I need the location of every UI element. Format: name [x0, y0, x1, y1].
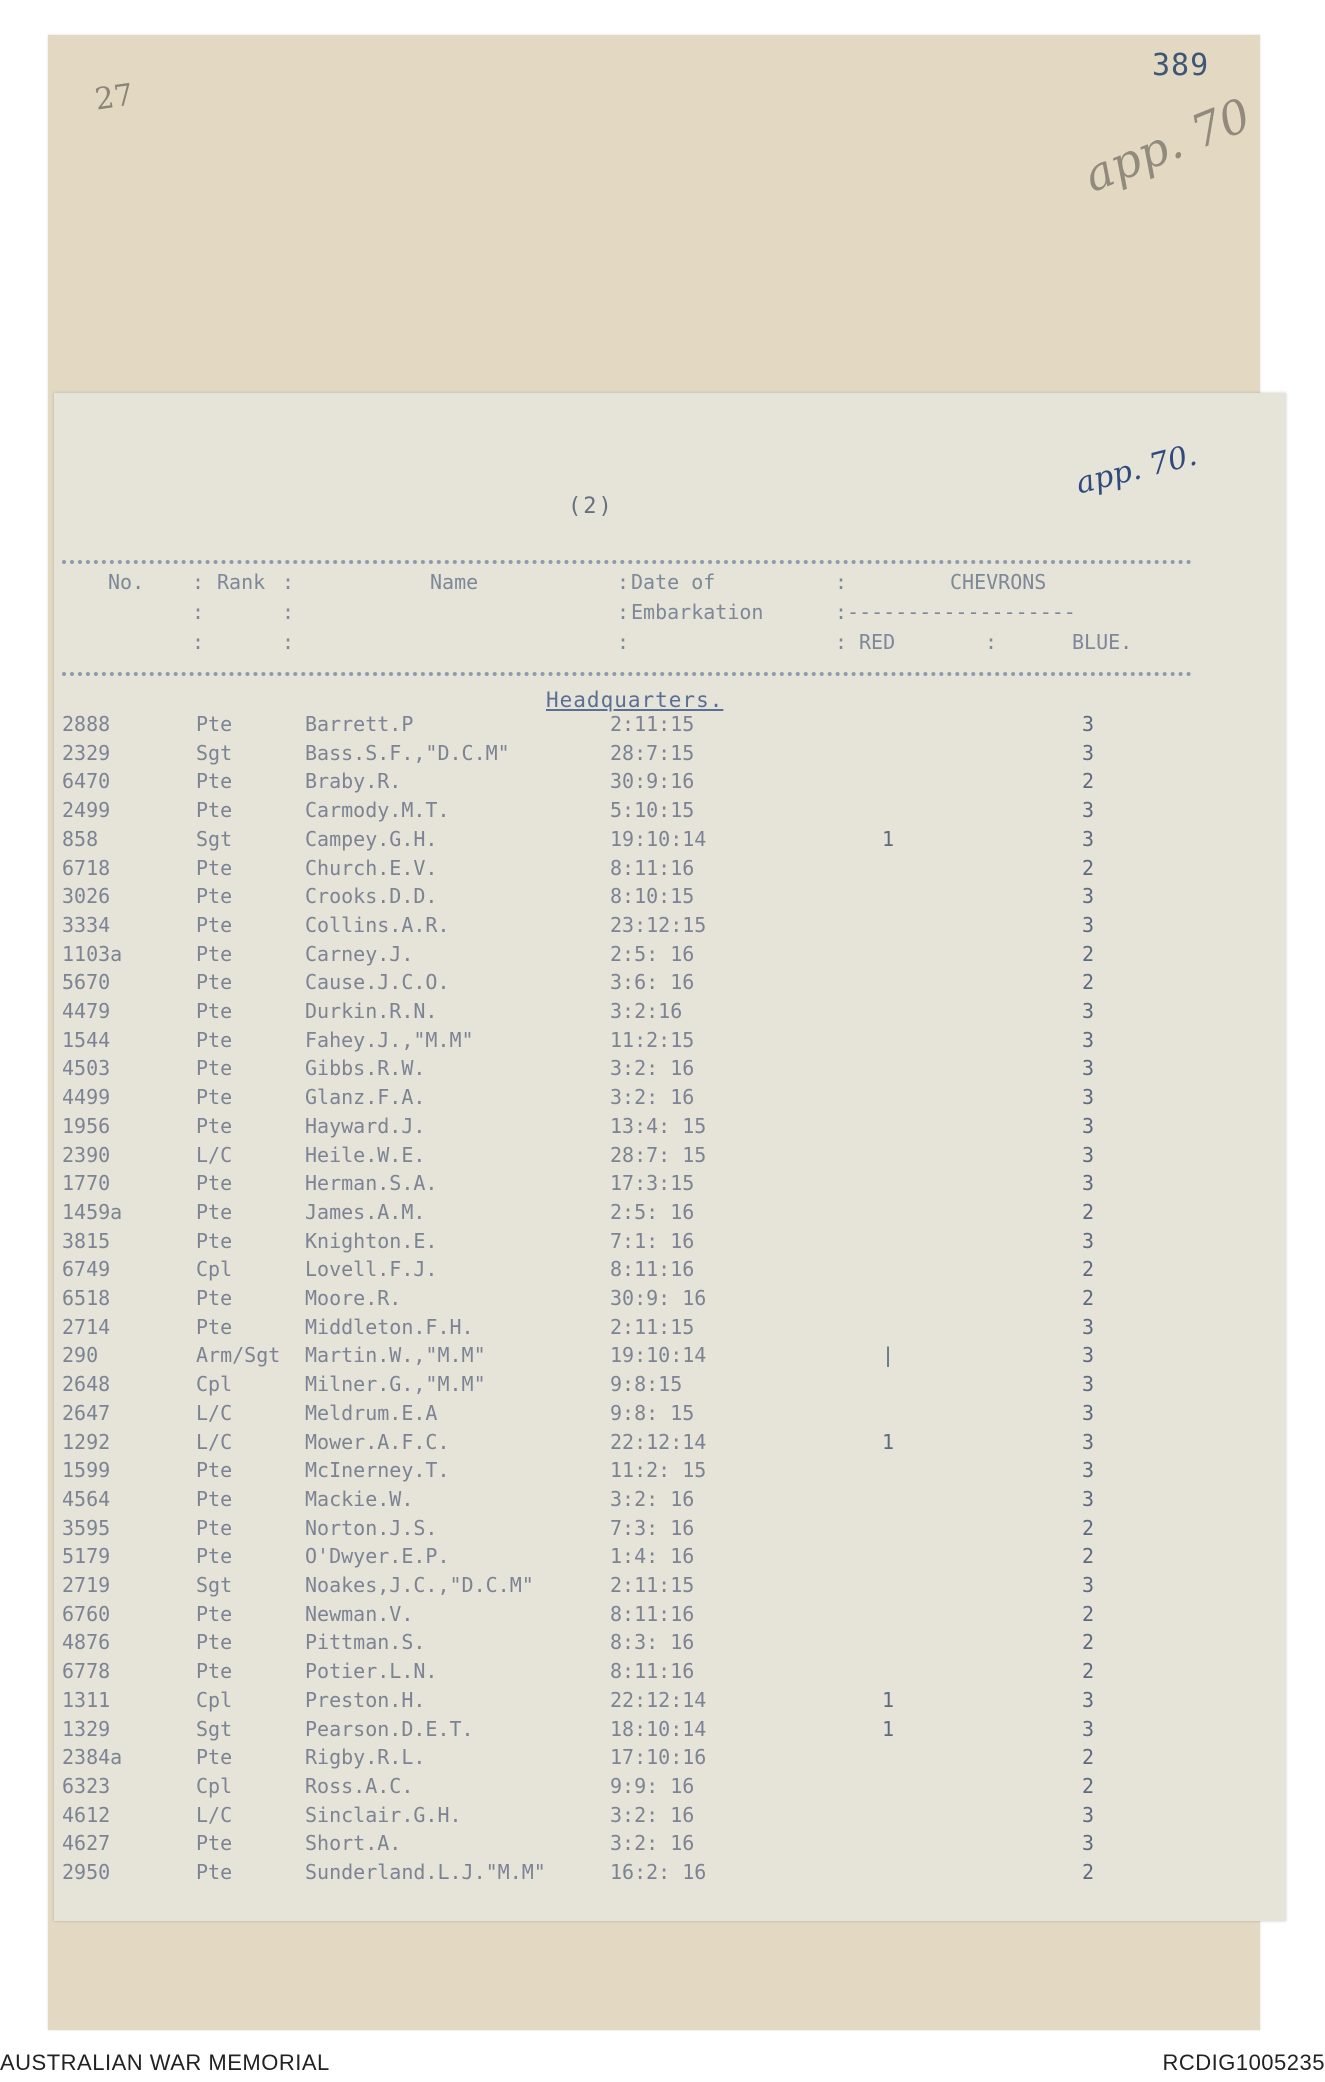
cell-rank: Pte [196, 1228, 233, 1253]
cell-rank: Pte [196, 1860, 233, 1884]
cell-blue-chevrons: 2 [1082, 1630, 1095, 1655]
cell-date: 11:2: 15 [610, 1458, 707, 1483]
cell-no: 6718 [62, 855, 111, 880]
cell-no: 3026 [62, 884, 111, 909]
cell-blue-chevrons: 3 [1082, 1573, 1095, 1597]
cell-blue-chevrons: 3 [1082, 1372, 1095, 1397]
header-colon: : [617, 570, 630, 594]
table-row [0, 970, 1325, 999]
cell-blue-chevrons: 2 [1082, 1860, 1095, 1884]
cell-name: Collins.A.R. [305, 912, 450, 937]
cell-date: 2:5: 16 [610, 941, 695, 966]
footer-institution: AUSTRALIAN WAR MEMORIAL [0, 2050, 330, 2075]
table-row [0, 913, 1325, 942]
cell-blue-chevrons: 2 [1082, 1515, 1095, 1540]
cell-no: 4499 [62, 1085, 111, 1110]
cell-date: 3:2: 16 [610, 1486, 695, 1511]
cell-blue-chevrons: 3 [1082, 1831, 1095, 1856]
cell-no: 4612 [62, 1802, 111, 1827]
cell-date: 7:3: 16 [610, 1515, 695, 1540]
cell-red-chevrons: 1 [882, 1687, 895, 1712]
table-row [0, 1717, 1325, 1746]
cell-blue-chevrons: 2 [1082, 1745, 1095, 1770]
cell-date: 16:2: 16 [610, 1860, 707, 1884]
table-row [0, 1860, 1325, 1889]
table-row [0, 1315, 1325, 1344]
header-name: Name [430, 570, 479, 594]
cell-rank: Pte [196, 1314, 233, 1339]
table-row [0, 1430, 1325, 1459]
cell-blue-chevrons: 2 [1082, 1544, 1095, 1569]
cell-rank: Pte [196, 999, 233, 1023]
cell-name: Bass.S.F.,"D.C.M" [305, 740, 510, 765]
cell-date: 19:10:14 [610, 1343, 707, 1368]
header-colon: : [282, 570, 295, 594]
cell-no: 3334 [62, 912, 111, 937]
table-row [0, 1343, 1325, 1372]
header-colon: : [282, 600, 295, 624]
header-no: No. [108, 570, 145, 594]
cell-date: 8:11:16 [610, 1601, 695, 1626]
cell-name: Potier.L.N. [305, 1659, 438, 1684]
cell-date: 19:10:14 [610, 826, 707, 851]
cell-blue-chevrons: 3 [1082, 1113, 1095, 1138]
cell-rank: Arm/Sgt [196, 1343, 281, 1368]
cell-no: 2950 [62, 1860, 111, 1884]
cell-blue-chevrons: 2 [1082, 1659, 1095, 1684]
table-row [0, 1602, 1325, 1631]
cell-date: 28:7: 15 [610, 1142, 707, 1167]
cell-no: 3595 [62, 1515, 111, 1540]
table-row [0, 1544, 1325, 1573]
cell-name: Fahey.J.,"M.M" [305, 1027, 474, 1052]
cell-name: Noakes,J.C.,"D.C.M" [305, 1573, 534, 1597]
cell-date: 3:2: 16 [610, 1802, 695, 1827]
cell-blue-chevrons: 2 [1082, 941, 1095, 966]
table-row [0, 769, 1325, 798]
cell-no: 1292 [62, 1429, 111, 1454]
cell-blue-chevrons: 3 [1082, 1429, 1095, 1454]
cell-rank: Cpl [196, 1257, 233, 1282]
cell-name: Martin.W.,"M.M" [305, 1343, 486, 1368]
cell-rank: L/C [196, 1400, 233, 1425]
cell-rank: Sgt [196, 1716, 233, 1741]
cell-blue-chevrons: 3 [1082, 1343, 1095, 1368]
header-colon: : [835, 570, 848, 594]
cell-date: 2:5: 16 [610, 1199, 695, 1224]
cell-blue-chevrons: 3 [1082, 1486, 1095, 1511]
cell-blue-chevrons: 2 [1082, 970, 1095, 995]
header-colon: : [617, 600, 630, 624]
cell-date: 3:2: 16 [610, 1831, 695, 1856]
cell-rank: Pte [196, 1745, 233, 1770]
cell-no: 2888 [62, 712, 111, 736]
cell-rank: L/C [196, 1142, 233, 1167]
cell-no: 1103a [62, 941, 123, 966]
cell-date: 3:2: 16 [610, 1056, 695, 1081]
cell-rank: Sgt [196, 1573, 233, 1597]
table-row [0, 1372, 1325, 1401]
cell-rank: Pte [196, 1659, 233, 1684]
cell-name: Moore.R. [305, 1286, 402, 1310]
header-chevrons-rule: :------------------- [835, 600, 1076, 624]
cell-blue-chevrons: 3 [1082, 798, 1095, 823]
cell-blue-chevrons: 3 [1082, 999, 1095, 1023]
cell-blue-chevrons: 2 [1082, 1601, 1095, 1626]
cell-red-chevrons: 1 [882, 1429, 895, 1454]
cell-name: Braby.R. [305, 769, 402, 794]
cell-name: Rigby.R.L. [305, 1745, 426, 1770]
header-colon: : [192, 630, 205, 654]
cell-blue-chevrons: 3 [1082, 1056, 1095, 1081]
cell-name: Cause.J.C.O. [305, 970, 450, 995]
cell-blue-chevrons: 3 [1082, 1171, 1095, 1196]
cell-name: Glanz.F.A. [305, 1085, 426, 1110]
cell-date: 22:12:14 [610, 1429, 707, 1454]
cell-rank: Pte [196, 1027, 233, 1052]
cell-name: Herman.S.A. [305, 1171, 438, 1196]
table-row [0, 999, 1325, 1028]
cell-name: McInerney.T. [305, 1458, 450, 1483]
cell-date: 13:4: 15 [610, 1113, 707, 1138]
cell-rank: Pte [196, 1458, 233, 1483]
cell-rank: Pte [196, 884, 233, 909]
cell-rank: Pte [196, 1171, 233, 1196]
cell-name: Ross.A.C. [305, 1773, 414, 1798]
cell-no: 2648 [62, 1372, 111, 1397]
cell-name: Preston.H. [305, 1687, 426, 1712]
table-row [0, 1458, 1325, 1487]
cell-no: 858 [62, 826, 99, 851]
cell-date: 8:11:16 [610, 855, 695, 880]
cell-no: 5670 [62, 970, 111, 995]
cell-date: 8:11:16 [610, 1659, 695, 1684]
cell-date: 2:11:15 [610, 1573, 695, 1597]
cell-name: Short.A. [305, 1831, 402, 1856]
cell-name: Meldrum.E.A [305, 1400, 438, 1425]
folio-number-left: 27 [92, 77, 136, 118]
table-row [0, 741, 1325, 770]
cell-no: 1544 [62, 1027, 111, 1052]
cell-name: Crooks.D.D. [305, 884, 438, 909]
cell-blue-chevrons: 3 [1082, 1400, 1095, 1425]
folio-number-right: 389 [1152, 48, 1210, 83]
cell-no: 2719 [62, 1573, 111, 1597]
cell-no: 2714 [62, 1314, 111, 1339]
cell-date: 11:2:15 [610, 1027, 695, 1052]
cell-blue-chevrons: 2 [1082, 1199, 1095, 1224]
cell-name: Sinclair.G.H. [305, 1802, 462, 1827]
cell-rank: Pte [196, 1486, 233, 1511]
handwritten-appendix-ref-front: app. 70. [1072, 437, 1201, 502]
table-row [0, 884, 1325, 913]
cell-blue-chevrons: 3 [1082, 884, 1095, 909]
cell-name: Carmody.M.T. [305, 798, 450, 823]
cell-date: 22:12:14 [610, 1687, 707, 1712]
cell-no: 2390 [62, 1142, 111, 1167]
header-rank: Rank [217, 570, 266, 594]
cell-name: Middleton.F.H. [305, 1314, 474, 1339]
cell-date: 8:3: 16 [610, 1630, 695, 1655]
cell-date: 3:6: 16 [610, 970, 695, 995]
cell-date: 5:10:15 [610, 798, 695, 823]
table-row [0, 1487, 1325, 1516]
cell-name: Mackie.W. [305, 1486, 414, 1511]
cell-rank: Pte [196, 1831, 233, 1856]
cell-name: Church.E.V. [305, 855, 438, 880]
table-row [0, 1516, 1325, 1545]
cell-date: 30:9: 16 [610, 1286, 707, 1310]
cell-name: Mower.A.F.C. [305, 1429, 450, 1454]
cell-name: Campey.G.H. [305, 826, 438, 851]
table-row [0, 827, 1325, 856]
table-row [0, 1257, 1325, 1286]
header-blue: BLUE. [1072, 630, 1133, 654]
cell-rank: Cpl [196, 1687, 233, 1712]
cell-name: Durkin.R.N. [305, 999, 438, 1023]
cell-name: Gibbs.R.W. [305, 1056, 426, 1081]
cell-rank: L/C [196, 1802, 233, 1827]
cell-no: 4479 [62, 999, 111, 1023]
cell-name: Pearson.D.E.T. [305, 1716, 474, 1741]
cell-rank: L/C [196, 1429, 233, 1454]
cell-rank: Pte [196, 1056, 233, 1081]
cell-name: O'Dwyer.E.P. [305, 1544, 450, 1569]
header-colon: : [192, 600, 205, 624]
header-colon: : [282, 630, 295, 654]
cell-no: 6470 [62, 769, 111, 794]
cell-rank: Cpl [196, 1372, 233, 1397]
table-row [0, 1286, 1325, 1315]
handwritten-appendix-ref-top: app. 70 [1076, 87, 1258, 203]
cell-blue-chevrons: 3 [1082, 1716, 1095, 1741]
cell-rank: Sgt [196, 826, 233, 851]
cell-red-chevrons: | [882, 1343, 895, 1368]
cell-blue-chevrons: 2 [1082, 1257, 1095, 1282]
cell-name: Lovell.F.J. [305, 1257, 438, 1282]
cell-date: 1:4: 16 [610, 1544, 695, 1569]
header-divider-bottom [62, 672, 1192, 676]
header-chevrons: CHEVRONS [950, 570, 1047, 594]
cell-rank: Pte [196, 912, 233, 937]
cell-rank: Pte [196, 769, 233, 794]
table-row [0, 712, 1325, 741]
cell-date: 2:11:15 [610, 1314, 695, 1339]
cell-no: 2499 [62, 798, 111, 823]
cell-no: 1770 [62, 1171, 111, 1196]
page-number: (2) [568, 494, 614, 519]
cell-rank: Pte [196, 1199, 233, 1224]
cell-no: 290 [62, 1343, 99, 1368]
header-colon: : [617, 630, 630, 654]
section-title: Headquarters. [546, 688, 724, 712]
cell-no: 6749 [62, 1257, 111, 1282]
cell-name: Milner.G.,"M.M" [305, 1372, 486, 1397]
cell-blue-chevrons: 3 [1082, 1027, 1095, 1052]
table-row [0, 1831, 1325, 1860]
cell-rank: Pte [196, 1601, 233, 1626]
cell-blue-chevrons: 2 [1082, 1773, 1095, 1798]
cell-blue-chevrons: 3 [1082, 912, 1095, 937]
table-row [0, 1803, 1325, 1832]
table-row [0, 1056, 1325, 1085]
cell-no: 2329 [62, 740, 111, 765]
cell-blue-chevrons: 3 [1082, 740, 1095, 765]
cell-no: 1329 [62, 1716, 111, 1741]
cell-blue-chevrons: 3 [1082, 826, 1095, 851]
cell-blue-chevrons: 2 [1082, 769, 1095, 794]
cell-name: Norton.J.S. [305, 1515, 438, 1540]
cell-blue-chevrons: 3 [1082, 1085, 1095, 1110]
cell-blue-chevrons: 3 [1082, 1228, 1095, 1253]
cell-no: 1599 [62, 1458, 111, 1483]
table-row [0, 798, 1325, 827]
table-row [0, 1573, 1325, 1602]
header-red: RED [859, 630, 896, 654]
cell-rank: Pte [196, 1085, 233, 1110]
cell-rank: Pte [196, 1544, 233, 1569]
cell-blue-chevrons: 3 [1082, 1802, 1095, 1827]
cell-name: Carney.J. [305, 941, 414, 966]
cell-no: 3815 [62, 1228, 111, 1253]
table-row [0, 1401, 1325, 1430]
cell-date: 3:2:16 [610, 999, 683, 1023]
cell-name: Pittman.S. [305, 1630, 426, 1655]
header-colon: : [192, 570, 205, 594]
cell-no: 5179 [62, 1544, 111, 1569]
cell-no: 1459a [62, 1199, 123, 1224]
cell-blue-chevrons: 3 [1082, 712, 1095, 736]
table-row [0, 856, 1325, 885]
header-date-line2: Embarkation [631, 600, 764, 624]
cell-no: 1311 [62, 1687, 111, 1712]
table-row [0, 1114, 1325, 1143]
header-date-line1: Date of [631, 570, 716, 594]
cell-rank: Pte [196, 1113, 233, 1138]
cell-rank: Cpl [196, 1773, 233, 1798]
cell-no: 6760 [62, 1601, 111, 1626]
cell-rank: Pte [196, 1286, 233, 1310]
cell-date: 18:10:14 [610, 1716, 707, 1741]
cell-name: Barrett.P [305, 712, 414, 736]
cell-no: 4564 [62, 1486, 111, 1511]
cell-date: 9:8: 15 [610, 1400, 695, 1425]
cell-name: Heile.W.E. [305, 1142, 426, 1167]
cell-no: 4503 [62, 1056, 111, 1081]
cell-rank: Pte [196, 941, 233, 966]
cell-date: 23:12:15 [610, 912, 707, 937]
cell-name: Newman.V. [305, 1601, 414, 1626]
cell-no: 6323 [62, 1773, 111, 1798]
cell-blue-chevrons: 2 [1082, 855, 1095, 880]
cell-name: Hayward.J. [305, 1113, 426, 1138]
table-row [0, 1085, 1325, 1114]
cell-no: 2647 [62, 1400, 111, 1425]
header-divider-top [62, 560, 1192, 564]
cell-name: James.A.M. [305, 1199, 426, 1224]
table-row [0, 1774, 1325, 1803]
cell-date: 9:9: 16 [610, 1773, 695, 1798]
table-row [0, 1229, 1325, 1258]
cell-blue-chevrons: 3 [1082, 1458, 1095, 1483]
table-row [0, 942, 1325, 971]
cell-date: 7:1: 16 [610, 1228, 695, 1253]
cell-blue-chevrons: 3 [1082, 1142, 1095, 1167]
cell-no: 4876 [62, 1630, 111, 1655]
cell-no: 2384a [62, 1745, 123, 1770]
cell-blue-chevrons: 3 [1082, 1314, 1095, 1339]
cell-rank: Pte [196, 970, 233, 995]
cell-date: 3:2: 16 [610, 1085, 695, 1110]
table-row [0, 1745, 1325, 1774]
cell-name: Sunderland.L.J."M.M" [305, 1860, 546, 1884]
cell-date: 30:9:16 [610, 769, 695, 794]
cell-rank: Pte [196, 798, 233, 823]
cell-no: 6518 [62, 1286, 111, 1310]
table-row [0, 1171, 1325, 1200]
cell-rank: Pte [196, 712, 233, 736]
table-row [0, 1200, 1325, 1229]
table-row [0, 1688, 1325, 1717]
cell-blue-chevrons: 2 [1082, 1286, 1095, 1310]
cell-rank: Pte [196, 855, 233, 880]
cell-date: 17:10:16 [610, 1745, 707, 1770]
table-row [0, 1659, 1325, 1688]
cell-red-chevrons: 1 [882, 826, 895, 851]
cell-name: Knighton.E. [305, 1228, 438, 1253]
footer-reference: RCDIG1005235 [1162, 2050, 1325, 2075]
table-row [0, 1143, 1325, 1172]
table-row [0, 1630, 1325, 1659]
cell-no: 6778 [62, 1659, 111, 1684]
cell-rank: Sgt [196, 740, 233, 765]
cell-rank: Pte [196, 1630, 233, 1655]
header-colon: : [985, 630, 998, 654]
cell-red-chevrons: 1 [882, 1716, 895, 1741]
cell-rank: Pte [196, 1515, 233, 1540]
cell-blue-chevrons: 3 [1082, 1687, 1095, 1712]
cell-date: 28:7:15 [610, 740, 695, 765]
cell-no: 4627 [62, 1831, 111, 1856]
header-colon: : [835, 630, 848, 654]
cell-date: 2:11:15 [610, 712, 695, 736]
cell-date: 8:10:15 [610, 884, 695, 909]
cell-no: 1956 [62, 1113, 111, 1138]
table-row [0, 1028, 1325, 1057]
cell-date: 17:3:15 [610, 1171, 695, 1196]
cell-date: 8:11:16 [610, 1257, 695, 1282]
cell-date: 9:8:15 [610, 1372, 683, 1397]
